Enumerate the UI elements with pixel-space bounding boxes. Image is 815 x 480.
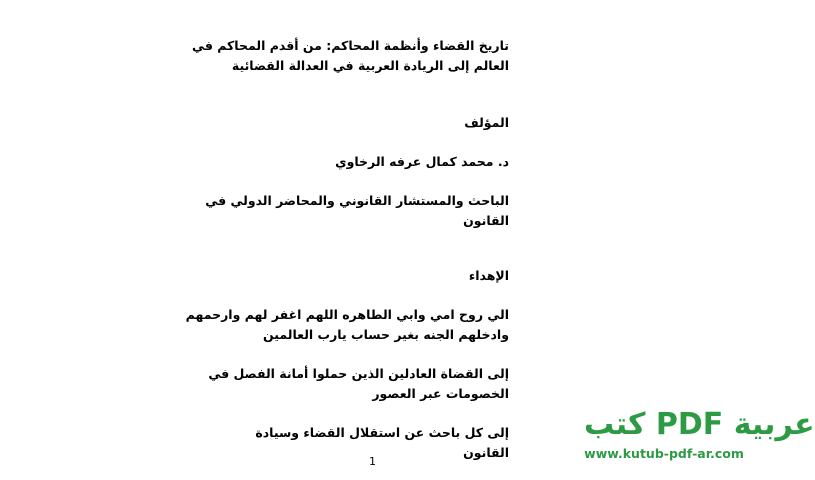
watermark-title: كتب PDF عربية: [584, 407, 815, 442]
page-number: 1: [369, 455, 376, 468]
author-name: د. محمد كمال عرفه الرخاوي: [335, 154, 509, 169]
author-heading: المؤلف: [464, 115, 509, 130]
site-watermark: [584, 407, 815, 462]
author-role: [205, 191, 509, 231]
watermark-url: www.kutub-pdf-ar.com: [584, 446, 744, 461]
dedication-parents-line-1: الي روح امي وابي الطاهره اللهم اغفر لهم وارحمهم: [185, 307, 509, 322]
author-role-line-2: القانون: [463, 213, 509, 228]
dedication-judges-line-2: الخصومات عبر العصور: [372, 386, 509, 401]
book-title-line-2: العالم إلى الريادة العربية في العدالة القضائية: [231, 58, 509, 73]
author-role-line-1: الباحث والمستشار القانوني والمحاضر الدولي في: [205, 193, 509, 208]
dedication-parents: [185, 305, 509, 345]
dedication-heading: الإهداء: [468, 268, 509, 283]
dedication-researchers: إلى كل باحث عن استقلال القضاء وسيادة القانون: [255, 425, 509, 460]
book-title-line-1: تاريخ القضاء وأنظمة المحاكم: من أقدم المحاكم في: [192, 38, 509, 53]
dedication-judges: [209, 364, 509, 404]
book-title: [192, 36, 509, 76]
dedication-judges-line-1: إلى القضاة العادلين الذين حملوا أمانة الفصل في: [208, 366, 509, 381]
dedication-parents-line-2: وادخلهم الجنه بغير حساب يارب العالمين: [263, 327, 509, 342]
